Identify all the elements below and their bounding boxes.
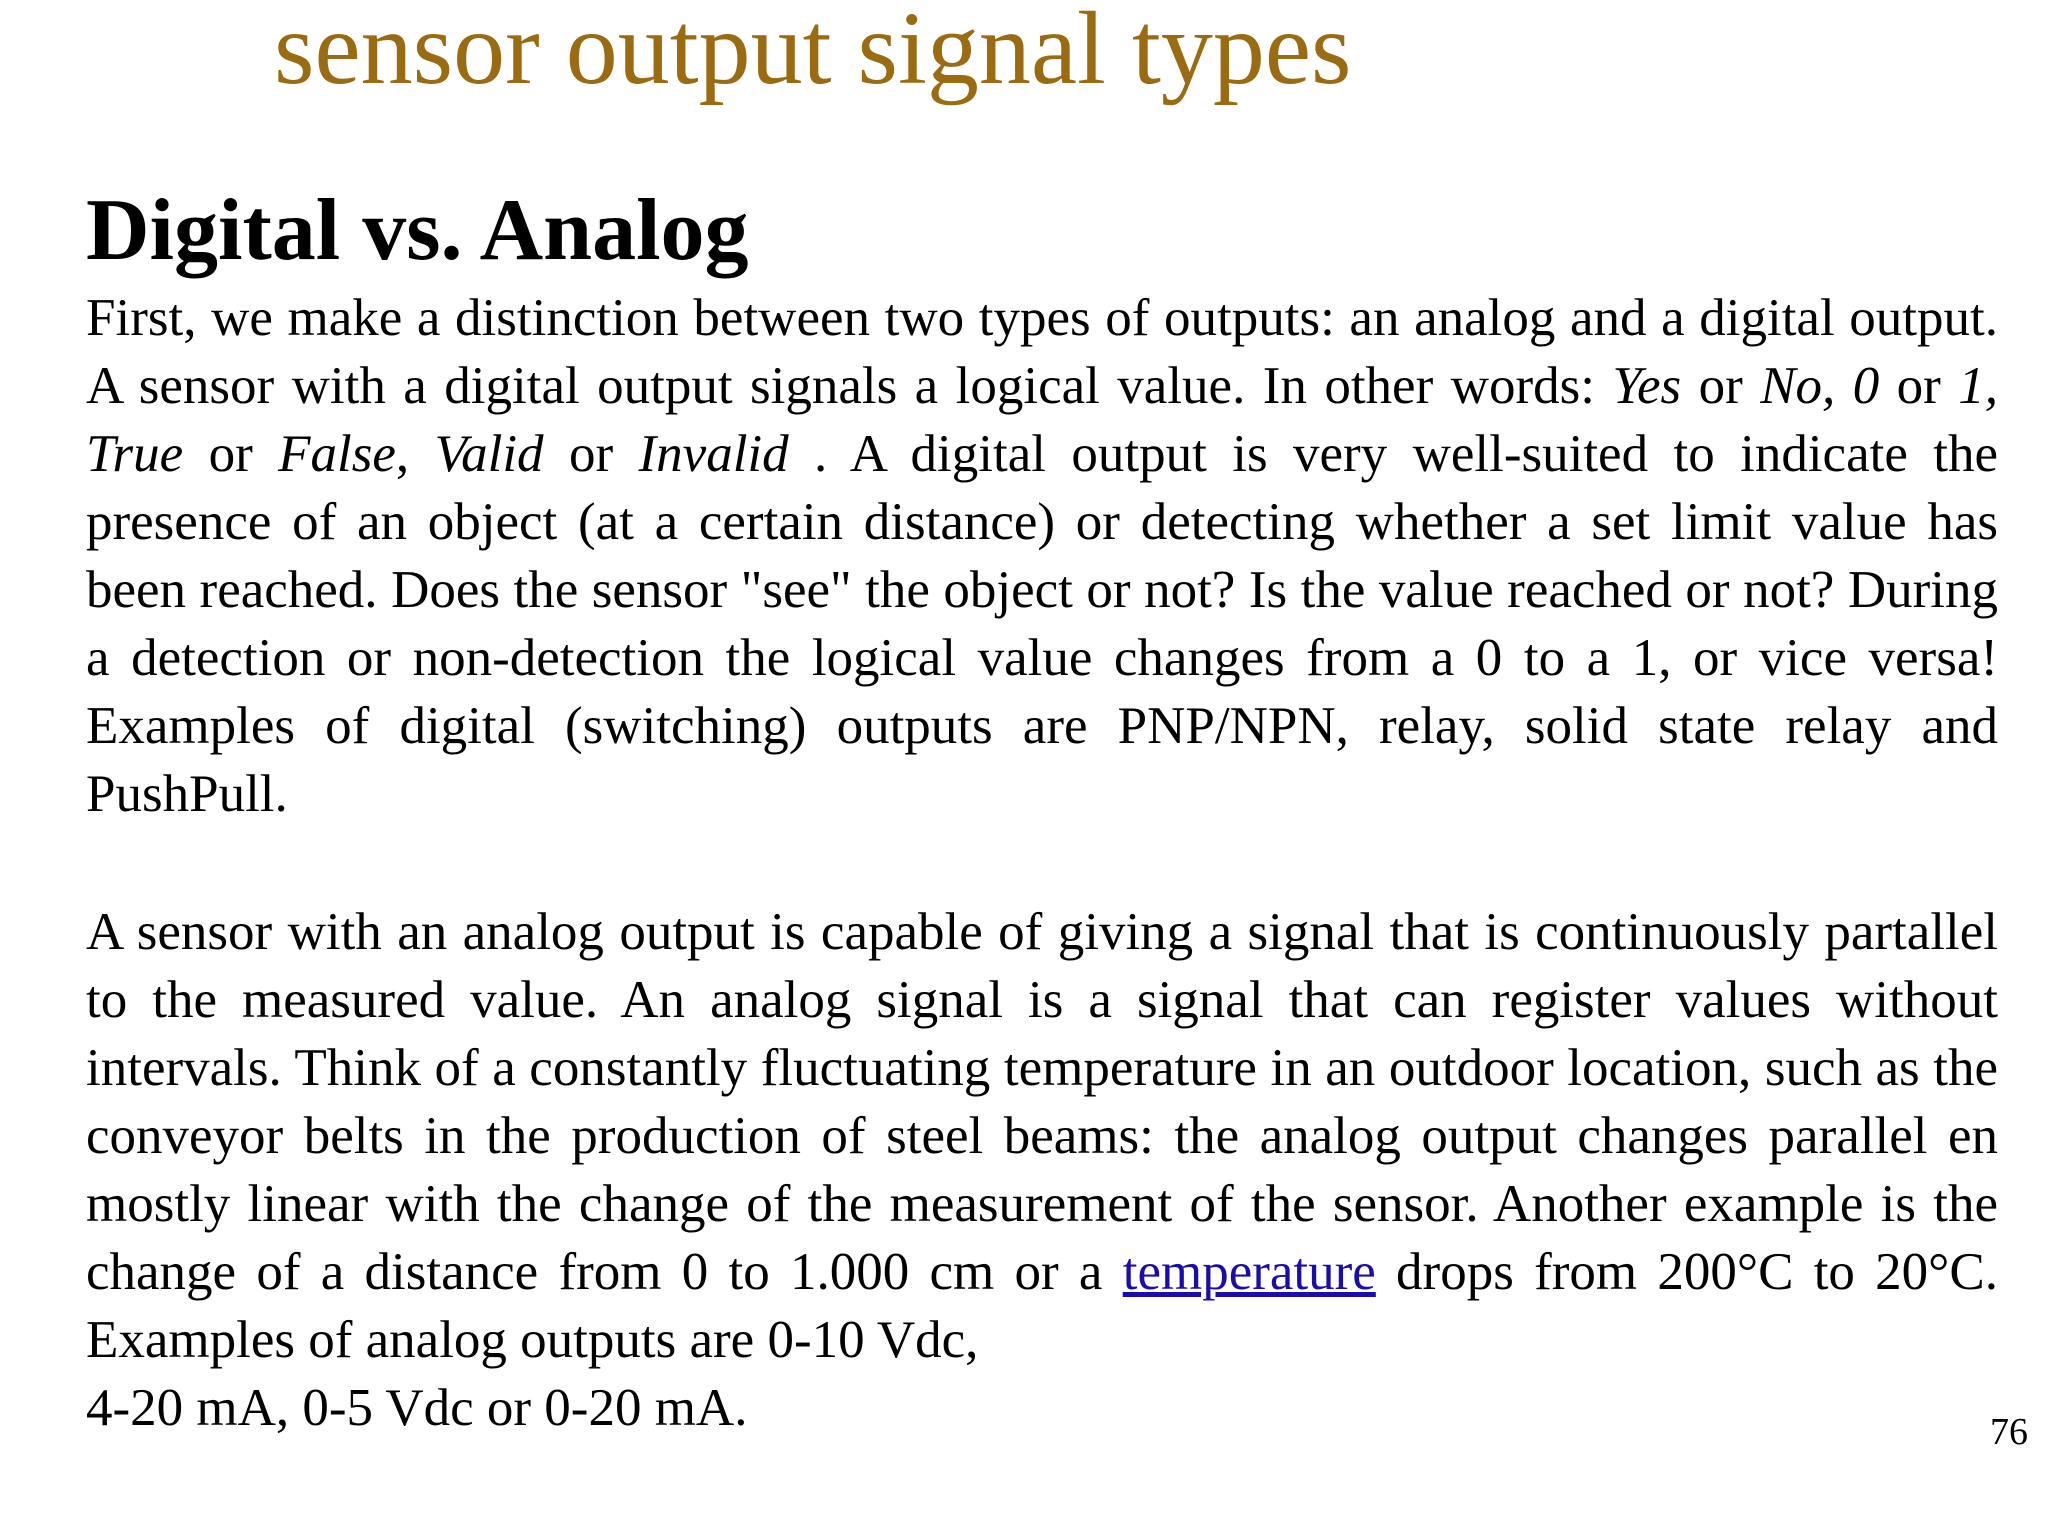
paragraph-text: or <box>1879 357 1959 415</box>
page-number: 76 <box>1990 1411 2028 1453</box>
analog-output-paragraph <box>86 898 1998 1442</box>
temperature-link[interactable]: temperature <box>1122 1243 1376 1301</box>
emphasis-no-0: No, 0 <box>1760 357 1880 415</box>
section-heading: Digital vs. Analog <box>86 182 749 279</box>
emphasis-false: False <box>278 425 396 483</box>
paragraph-text: or <box>543 425 639 483</box>
slide-title: sensor output signal types <box>274 0 1352 106</box>
emphasis-yes: Yes <box>1612 357 1682 415</box>
paragraph-text: , <box>395 425 435 483</box>
emphasis-1-true: 1, True <box>86 357 1999 483</box>
paragraph-last-line: 4-20 mA, 0-5 Vdc or 0-20 mA. <box>86 1379 748 1437</box>
paragraph-text: or <box>183 425 279 483</box>
paragraph-text: drops from 200°C to 20°C. Examples of analog outputs are 0-10 Vdc, <box>86 1243 1998 1369</box>
paragraph-text: A sensor with an analog output is capable of giving a signal that is continuously partallel to the measured value. An analog signal is a signal that can register values without intervals. Think of a constantly fluctuating temperature in an outdoor location, such as the conveyor belts in the production of steel beams: the analog output changes parallel en mostly linear with the change of the measurement of the sensor. Another example is the change of a distance from 0 to 1.000 cm or a <box>86 903 1998 1301</box>
emphasis-invalid: Invalid <box>638 425 789 483</box>
paragraph-text: First, we make a distinction between two types of outputs: an analog and a digital output. A sensor with a digital output signals a logical value. In other words: <box>86 289 1998 415</box>
digital-output-paragraph <box>86 284 1998 828</box>
paragraph-text: or <box>1681 357 1761 415</box>
emphasis-valid: Valid <box>434 425 544 483</box>
paragraph-text: . A digital output is very well-suited to indicate the presence of an object (at a certain distance) or detecting whether a set limit value has been reached. Does the sensor "see" the object or not? Is the value reached or not? During a detection or non-detection the logical value changes from a 0 to a 1, or vice versa! Examples of digital (switching) outputs are PNP/NPN, relay, solid state relay and PushPull. <box>86 425 1999 823</box>
